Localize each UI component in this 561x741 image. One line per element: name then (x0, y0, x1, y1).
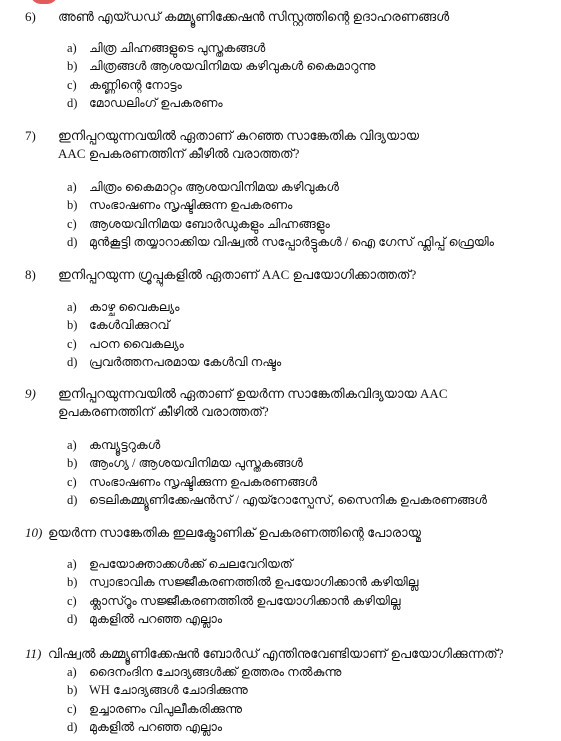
option-text: സംഭാഷണം സൃഷ്ടിക്കുന്ന ഉപകരണം (89, 198, 293, 213)
option-letter: d) (67, 719, 78, 734)
option-c (0, 592, 561, 610)
option-text: മുകളിൽ പറഞ്ഞ എല്ലാം (89, 611, 223, 626)
question-number: 9) (25, 386, 36, 401)
option-b (0, 196, 561, 214)
option-d (0, 94, 561, 112)
option-text: ചിത്രം കൈമാറ്റം ആശയവിനിമയ കഴിവുകൾ (89, 180, 339, 194)
option-text: കാഴ്ച വൈകല്യം (89, 300, 180, 314)
question-number: 8) (25, 267, 36, 282)
option-letter: c) (67, 336, 77, 351)
options-list (0, 178, 561, 251)
option-a (0, 436, 561, 454)
option-letter: c) (67, 701, 77, 716)
option-letter: a) (67, 665, 77, 679)
option-b (0, 681, 561, 699)
question-text: ഇനിപ്പറയുന്നവയിൽ ഏതാണ് ഉയർന്ന സാങ്കേതികവിദ്യയായ AAC ഉപകരണത്തിന് കീഴിൽ വരാത്തത്? (58, 386, 448, 419)
option-b (0, 57, 561, 75)
options-list (0, 555, 561, 628)
option-letter: a) (67, 300, 77, 314)
option-text: ചിത്ര ചിഹ്നങ്ങളുടെ പുസ്തകങ്ങൾ (89, 41, 266, 55)
option-text: ടെലികമ്മ്യൂണിക്കേഷൻസ് / എയ്റോസ്പേസ്, സൈനിക ഉപകരണങ്ങൾ (89, 492, 487, 507)
option-c (0, 76, 561, 94)
option-letter: b) (67, 575, 78, 590)
option-text: സ്വാഭാവിക സജ്ജീകരണത്തിൽ ഉപയോഗിക്കാൻ കഴിയില്ല (89, 575, 419, 590)
option-text: ആശയവിനിമയ ബോർഡുകളും ചിഹ്നങ്ങളും (89, 216, 330, 231)
options-list (0, 298, 561, 371)
option-c (0, 215, 561, 233)
option-a (0, 298, 561, 316)
option-letter: b) (67, 456, 78, 471)
option-letter: d) (67, 95, 78, 110)
option-text: ഉച്ചാരണം വിപുലീകരിക്കുന്നു (89, 701, 243, 716)
option-text: കണ്ണിന്റെ നോട്ടം (89, 77, 182, 92)
option-c (0, 473, 561, 491)
option-b (0, 454, 561, 472)
option-letter: c) (67, 593, 77, 608)
option-d (0, 610, 561, 628)
option-d (0, 491, 561, 509)
option-c (0, 700, 561, 718)
option-letter: c) (67, 216, 77, 231)
question-number: 10) (25, 525, 43, 540)
option-text: ചിത്രങ്ങൾ ആശയവിനിമയ കഴിവുകൾ കൈമാറുന്നു (89, 59, 376, 74)
question-number: 7) (25, 128, 36, 143)
option-letter: b) (67, 198, 78, 213)
option-letter: a) (67, 180, 77, 194)
option-letter: b) (67, 59, 78, 74)
option-d (0, 718, 561, 736)
option-b (0, 573, 561, 591)
option-text: കമ്പ്യൂട്ടറുകൾ (89, 438, 161, 452)
options-list (0, 39, 561, 112)
option-a (0, 178, 561, 196)
option-text: പഠന വൈകല്യം (89, 336, 184, 351)
question-text: അൺ എയ്ഡഡ് കമ്മ്യൂണിക്കേഷൻ സിസ്റ്റത്തിന്റെ ഉദാഹരണങ്ങൾ (58, 9, 450, 24)
options-list (0, 436, 561, 509)
option-letter: d) (67, 354, 78, 369)
option-letter: a) (67, 41, 77, 55)
question-text: ഇനിപ്പറയുന്നവയിൽ ഏതാണ് കുറഞ്ഞ സാങ്കേതിക വിദ്യയായ AAC ഉപകരണത്തിന് കീഴിൽ വരാത്തത്? (58, 128, 419, 161)
question-text: ഉയർന്ന സാങ്കേതിക ഇലക്ട്രോണിക് ഉപകരണത്തിന്റെ പോരായ്മ (48, 525, 421, 540)
option-text: മുൻകൂട്ടി തയ്യാറാക്കിയ വിഷ്വൽ സപ്പോർട്ടുകൾ / ഐ ഗേസ് ഫ്ലിപ്പ് ഫ്രെയിം (89, 234, 494, 249)
options-list (0, 663, 561, 736)
option-a (0, 555, 561, 573)
option-text: പ്രവർത്തനപരമായ കേൾവി നഷ്ടം (89, 354, 282, 369)
question-text: ഇനിപ്പറയുന്ന ഗ്രൂപ്പുകളിൽ ഏതാണ് AAC ഉപയോഗിക്കാത്തത്? (58, 267, 417, 282)
option-text: സംഭാഷണം സൃഷ്ടിക്കുന്ന ഉപകരണങ്ങൾ (89, 474, 318, 489)
option-text: കേൾവിക്കുറവ് (89, 318, 170, 333)
option-letter: a) (67, 557, 77, 571)
option-letter: b) (67, 318, 78, 333)
option-text: മോഡലിംഗ് ഉപകരണം (89, 95, 223, 110)
question-text: വിഷ്വൽ കമ്മ്യൂണിക്കേഷൻ ബോർഡ് എന്തിനുവേണ്ടിയാണ് ഉപയോഗിക്കുന്നത്? (48, 646, 504, 661)
option-letter: a) (67, 438, 77, 452)
option-text: മുകളിൽ പറഞ്ഞ എല്ലാം (89, 719, 223, 734)
question-number: 11) (25, 646, 42, 661)
option-d (0, 233, 561, 251)
option-letter: c) (67, 77, 77, 92)
option-letter: c) (67, 474, 77, 489)
option-a (0, 663, 561, 681)
option-text: ക്ലാസ്റൂം സജ്ജീകരണത്തിൽ ഉപയോഗിക്കാൻ കഴിയില്ല (89, 593, 401, 608)
option-d (0, 353, 561, 371)
option-letter: b) (67, 683, 78, 698)
option-text: ആംഗ്യ / ആശയവിനിമയ പുസ്തകങ്ങൾ (89, 456, 303, 471)
option-letter: d) (67, 492, 78, 507)
option-b (0, 316, 561, 334)
question-number: 6) (25, 9, 36, 24)
option-c (0, 335, 561, 353)
option-letter: d) (67, 611, 78, 626)
option-a (0, 39, 561, 57)
option-text: WH ചോദ്യങ്ങൾ ചോദിക്കുന്നു (89, 683, 248, 698)
option-text: ഉപയോക്താക്കൾക്ക് ചെലവേറിയത് (89, 557, 293, 571)
option-text: ദൈനംദിന ചോദ്യങ്ങൾക്ക് ഉത്തരം നൽകുന്നു (89, 665, 342, 679)
option-letter: d) (67, 234, 78, 249)
